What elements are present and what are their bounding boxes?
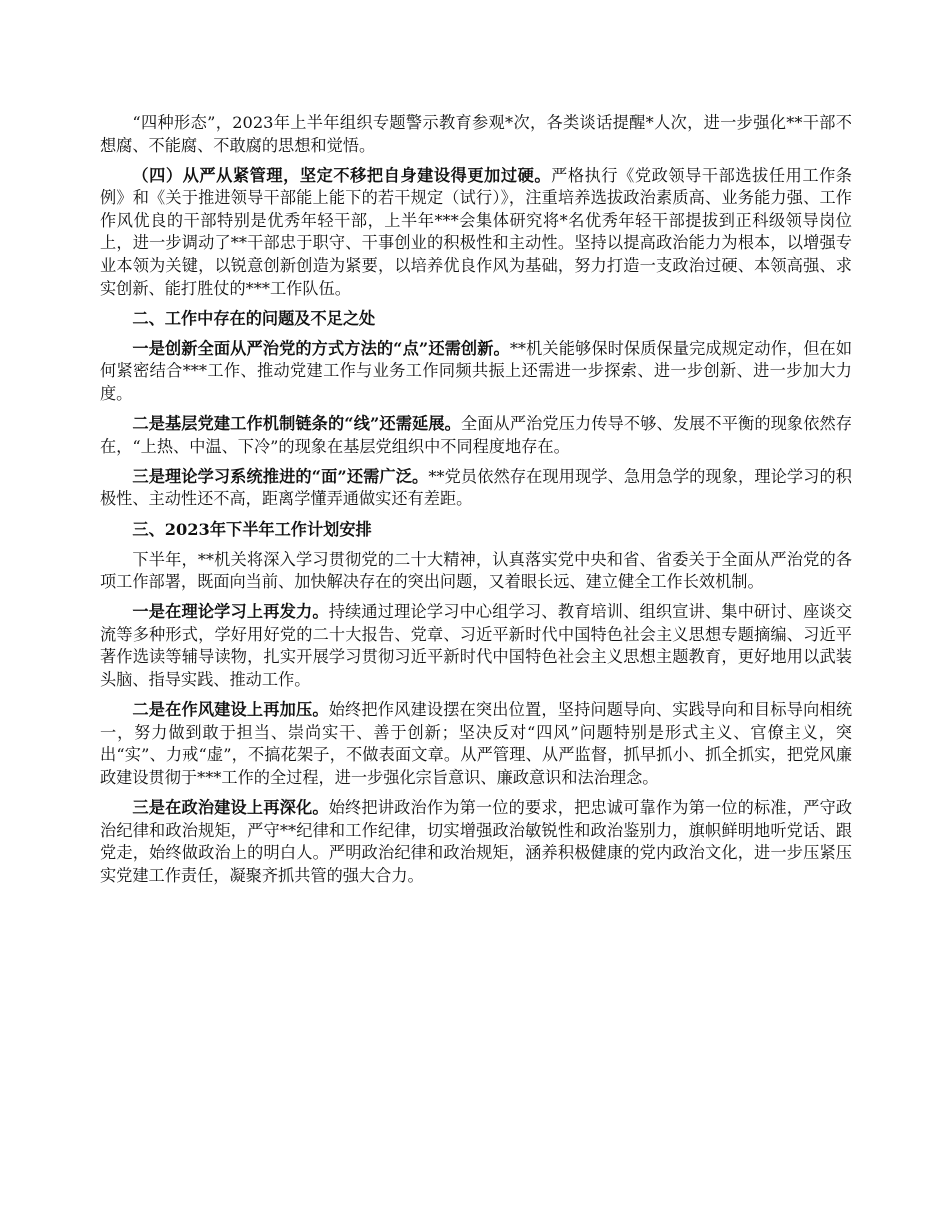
paragraph-text: 严格执行《党政领导干部选拔任用工作条例》和《关于推进领导干部能上能下的若干规定（试行）》，注重培养选拔政治素质高、业务能力强、工作作风优良的干部特别是优秀年轻干部，上半年***会集体研究将*名优秀年轻干部提拔到正科级领导岗位上，进一步调动了**干部忠于职守、干事创业的积极性和主动性。坚持以提高政治能力为根本，以增强专业本领为关键，以锐意创新创造为紧要，以培养优良作风为基础，努力打造一支政治过硬、本领高强、求实创新、能打胜仗的***工作队伍。 — [100, 165, 852, 298]
plan-item-2 — [100, 699, 852, 789]
plan-text: 始终把讲政治作为第一位的要求，把忠诚可靠作为第一位的标准，严守政治纪律和政治规矩，严守**纪律和工作纪律，切实增强政治敏锐性和政治鉴别力，旗帜鲜明地听党话、跟党走，始终做政治上的明白人。严明政治纪律和政治规矩，涵养积极健康的党内政治文化，进一步压紧压实党建工作责任，凝聚齐抓共管的强大合力。 — [100, 798, 853, 885]
plan-item-1 — [100, 601, 852, 691]
paragraph-lead: （四）从严从紧管理，坚定不移把自身建设得更加过硬。 — [132, 165, 552, 185]
document-page — [100, 112, 852, 895]
plan-intro: 下半年，**机关将深入学习贯彻党的二十大精神，认真落实党中央和省、省委关于全面从严治党的各项工作部署，既面向当前、加快解决存在的突出问题，又着眼长远、建立健全工作长效机制。 — [100, 549, 852, 592]
problem-text: **党员依然存在现用现学、急用急学的现象，理论学习的积极性、主动性还不高，距离学懂弄通做实还有差距。 — [100, 466, 852, 509]
problem-lead: 一是创新全面从严治党的方式方法的“点”还需创新。 — [132, 338, 510, 358]
plan-text: 始终把作风建设摆在突出位置，坚持问题导向、实践导向和目标导向相统一，努力做到敢于担当、崇尚实干、善于创新；坚决反对“四风”问题特别是形式主义、官僚主义，突出“实”、力戒“虚”，不搞花架子，不做表面文章。从严管理、从严监督，抓早抓小、抓全抓实，把党风廉政建设贯彻于***工作的全过程，进一步强化宗旨意识、廉政意识和法治理念。 — [100, 700, 853, 787]
section-heading-problems: 二、工作中存在的问题及不足之处 — [132, 308, 376, 328]
problem-text: **机关能够保时保质保量完成规定动作，但在如何紧密结合***工作、推动党建工作与业务工作同频共振上还需进一步探索、进一步创新、进一步加大力度。 — [100, 338, 853, 404]
section-heading-plan: 三、2023年下半年工作计划安排 — [132, 519, 372, 539]
paragraph-continuation — [100, 112, 852, 157]
plan-text: 持续通过理论学习中心组学习、教育培训、组织宣讲、集中研讨、座谈交流等多种形式，学好用好党的二十大报告、党章、习近平新时代中国特色社会主义思想专题摘编、习近平著作选读等辅导读物，扎实开展学习贯彻习近平新时代中国特色社会主义思想主题教育，更好地用以武装头脑、指导实践、推动工作。 — [100, 602, 853, 690]
plan-lead: 二是在作风建设上再加压。 — [132, 700, 329, 720]
problem-item-2 — [100, 413, 852, 458]
problem-lead: 二是基层党建工作机制链条的“线”还需延展。 — [132, 414, 461, 434]
problem-item-1 — [100, 338, 852, 406]
plan-lead: 一是在理论学习上再发力。 — [132, 602, 329, 622]
problem-item-3 — [100, 466, 852, 511]
paragraph-section-4 — [100, 165, 852, 301]
plan-lead: 三是在政治建设上再深化。 — [132, 798, 329, 818]
plan-item-3 — [100, 797, 852, 887]
paragraph-text: “四种形态”，2023年上半年组织专题警示教育参观*次，各类谈话提醒*人次，进一步强化**干部不想腐、不能腐、不敢腐的思想和觉悟。 — [100, 113, 852, 155]
problem-text: 全面从严治党压力传导不够、发展不平衡的现象依然存在，“上热、中温、下冷”的现象在基层党组织中不同程度地存在。 — [100, 414, 853, 456]
problem-lead: 三是理论学习系统推进的“面”还需广泛。 — [132, 466, 429, 486]
